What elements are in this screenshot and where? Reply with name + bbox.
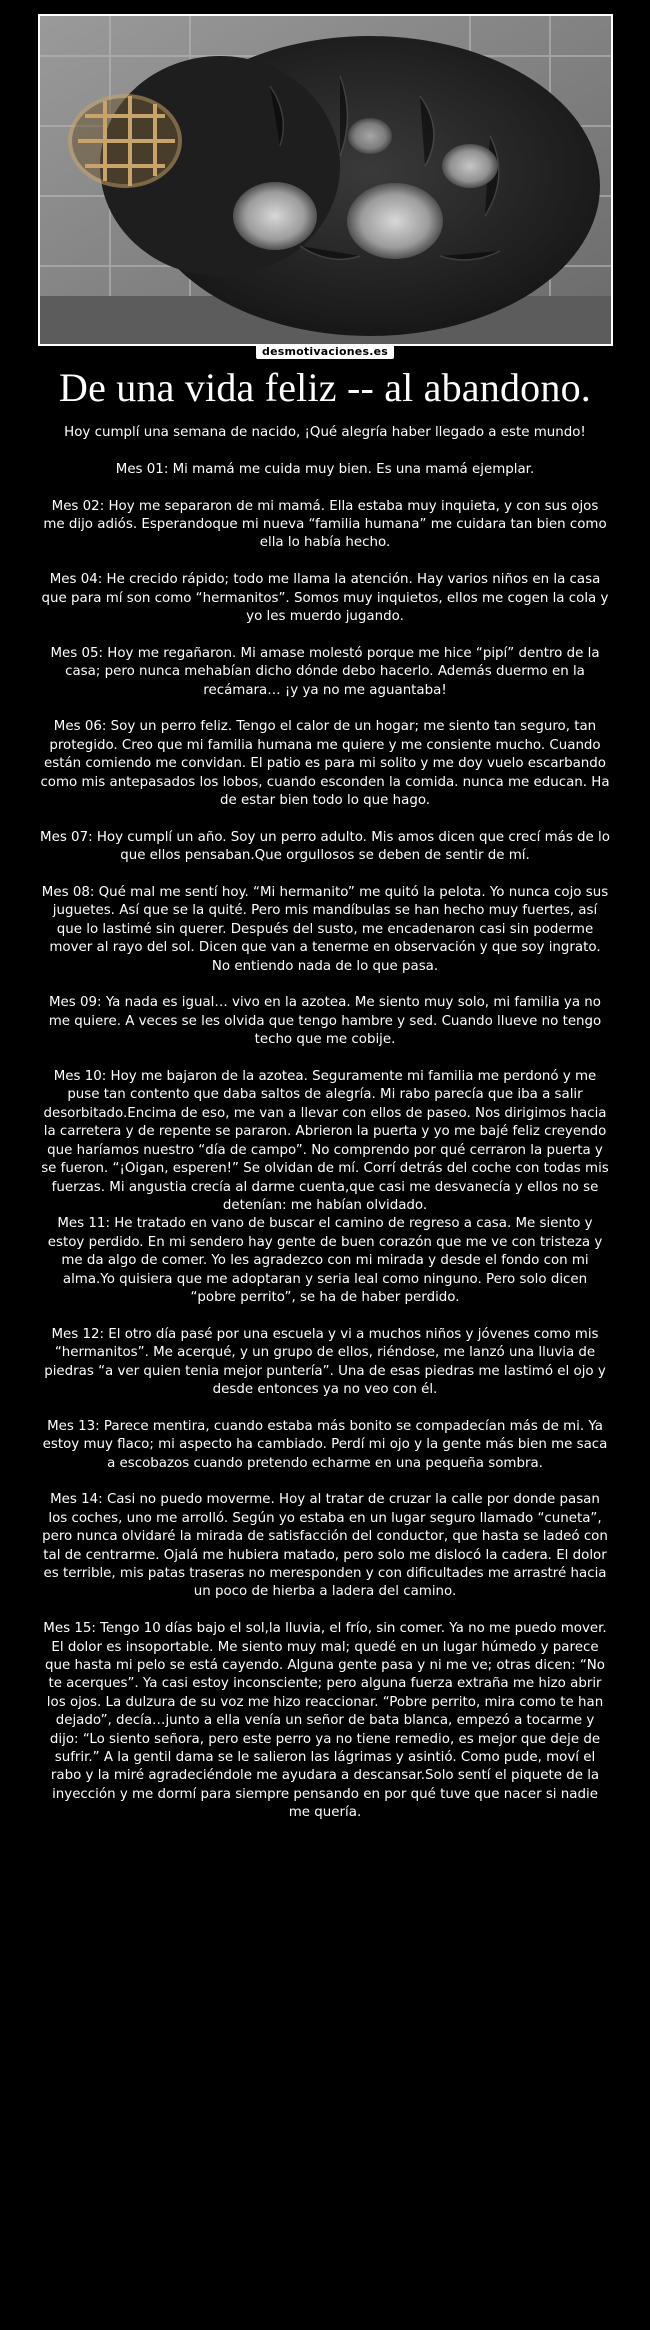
photo-frame <box>38 14 613 346</box>
paragraph-month-10: Mes 10: Hoy me bajaron de la azotea. Seguramente mi familia me perdonó y me puse tan contento que daba saltos de alegría. Mi rabo parecía que iba a salir desorbitado.Encima de eso, me van a llevar con ellos de paseo. Nos dirigimos hacia la carretera y de repente se pararon. Abrieron la puerta y yo me bajé feliz creyendo que haríamos nuestro “día de campo”. No comprendo por qué cerraron la puerta y se fueron. “¡Oigan, esperen!” Se olvidan de mí. Corrí detrás del coche con todas mis fuerzas. Mi angustia crecía al darme cuenta,que casi me desvanecía y ellos no se detenían: me habían olvidado. <box>41 1069 609 1213</box>
muzzle <box>70 96 180 186</box>
paragraph-month-12: Mes 12: El otro día pasé por una escuela y vi a muchos niños y jóvenes como mis “hermanitos”. Me acerqué, y un grupo de ellos, riéndose, me lanzó una lluvia de piedras “a ver quien tenia mejor puntería”. Una de esas piedras me lastimó el ojo y desde entonces ya no veo con él. <box>44 1326 606 1397</box>
paragraph-month-14: Mes 14: Casi no puedo moverme. Hoy al tratar de cruzar la calle por donde pasan los coches, uno me arrolló. Según yo estaba en un lugar seguro llamado “cuneta”, pero nunca olvidaré la mirada de satisfacción del conductor, que hasta se ladeó con tal de centrarme. Ojalá me hubiera matado, pero solo me dislocó la cadera. El dolor es terrible, mis patas traseras no meresponden y con dificultades me arrastré hacia un poco de hierba a ladera del camino. <box>42 1492 608 1600</box>
paragraph-month-08: Mes 08: Qué mal me sentí hoy. “Mi hermanito” me quitó la pelota. Yo nunca cojo sus juguetes. Así que se la quité. Pero mis mandíbulas se han hecho muy fuertes, así que lo lastimé sin querer. Después del susto, me encadenaron casi sin poderme mover al rayo del sol. Dicen que van a tenerme en observación y que soy ingrato. No entiendo nada de lo que pasa. <box>41 885 609 974</box>
paragraph-month-13: Mes 13: Parece mentira, cuando estaba más bonito se compadecían más de mi. Ya estoy muy flaco; mi aspecto ha cambiado. Perdí mi ojo y la gente más bien me saca a escobazos cuando pretendo echarme en una pequeña sombra. <box>42 1418 608 1471</box>
paragraph-month-07: Mes 07: Hoy cumplí un año. Soy un perro adulto. Mis amos dicen que crecí más de lo que ellos pensaban.Que orgullosos se deben de sentir de mí. <box>40 829 610 864</box>
story-text <box>40 424 610 1823</box>
paragraph-month-15: Mes 15: Tengo 10 días bajo el sol,la lluvia, el frío, sin comer. Ya no me puedo mover. El dolor es insoportable. Me siento muy mal; quedé en un lugar húmedo y parece que hasta mi pelo se está cayendo. Alguna gente pasa y ni me ve; otras dicen: “No te acerques”. Ya casi estoy inconsciente; pero alguna fuerza extraña me hizo abrir los ojos. La dulzura de su voz me hizo reaccionar. “Pobre perrito, mira como te han dejado”, decía…junto a ella venía un señor de bata blanca, empezó a tocarme y dijo: “Lo siento señora, pero este perro ya no tiene remedio, es mejor que deje de sufrir.” A la gentil dama se le salieron las lágrimas y asintió. Como pude, moví el rabo y la miré agradeciéndole me ayudara a descansar.Solo sentí el piquete de la inyección y me dormí para siempre pensando en por qué tuve que nacer si nadie me quería. <box>43 1621 607 1821</box>
paragraph-month-11: Mes 11: He tratado en vano de buscar el camino de regreso a casa. Me siento y estoy perdido. En mi sendero hay gente de buen corazón que me ve con tristeza y me da algo de comer. Yo les agradezco con mi mirada y desde el fondo con mi alma.Yo quisiera que me adoptaran y seria leal como ninguno. Pero solo dicen “pobre perrito”, se ha de haber perdido. <box>47 1216 603 1305</box>
paragraph-month-01: Mes 01: Mi mamá me cuida muy bien. Es una mamá ejemplar. <box>115 461 535 477</box>
paragraph-month-06: Mes 06: Soy un perro feliz. Tengo el calor de un hogar; me siento tan seguro, tan protegido. Creo que mi familia humana me quiere y me consiente mucho. Cuando están comiendo me convidan. El patio es para mi solito y me doy vuelo escarbando como mis antepasados los lobos, cuando esconden la comida. nunca me educan. Ha de estar bien todo lo que hago. <box>40 719 610 809</box>
injured-dog-photo <box>40 16 611 344</box>
paragraph-month-02: Mes 02: Hoy me separaron de mi mamá. Ella estaba muy inquieta, y con sus ojos me dijo adiós. Esperandoque mi nueva “familia humana” me cuidara tan bien como ella lo había hecho. <box>43 498 607 551</box>
poster-title: De una vida feliz -- al abandono. <box>59 365 591 410</box>
watermark: desmotivaciones.es <box>256 344 394 359</box>
paragraph-month-04: Mes 04: He crecido rápido; todo me llama la atención. Hay varios niños en la casa que para mí son como “hermanitos”. Somos muy inquietos, ellos me cogen la cola y yo les muerdo jugando. <box>41 572 609 625</box>
paragraph-month-05: Mes 05: Hoy me regañaron. Mi amase molestó porque me hice “pipí” dentro de la casa; pero nunca mehabían dicho dónde debo hacerlo. Además duermo en la recámara… ¡y ya no me aguantaba! <box>50 645 600 698</box>
paragraph-month-09: Mes 09: Ya nada es igual… vivo en la azotea. Me siento muy solo, mi familia ya no me quiere. A veces se les olvida que tengo hambre y sed. Cuando llueve no tengo techo que me cobije. <box>48 995 602 1048</box>
paragraph-intro: Hoy cumplí una semana de nacido, ¡Qué alegría haber llegado a este mundo! <box>64 425 586 440</box>
